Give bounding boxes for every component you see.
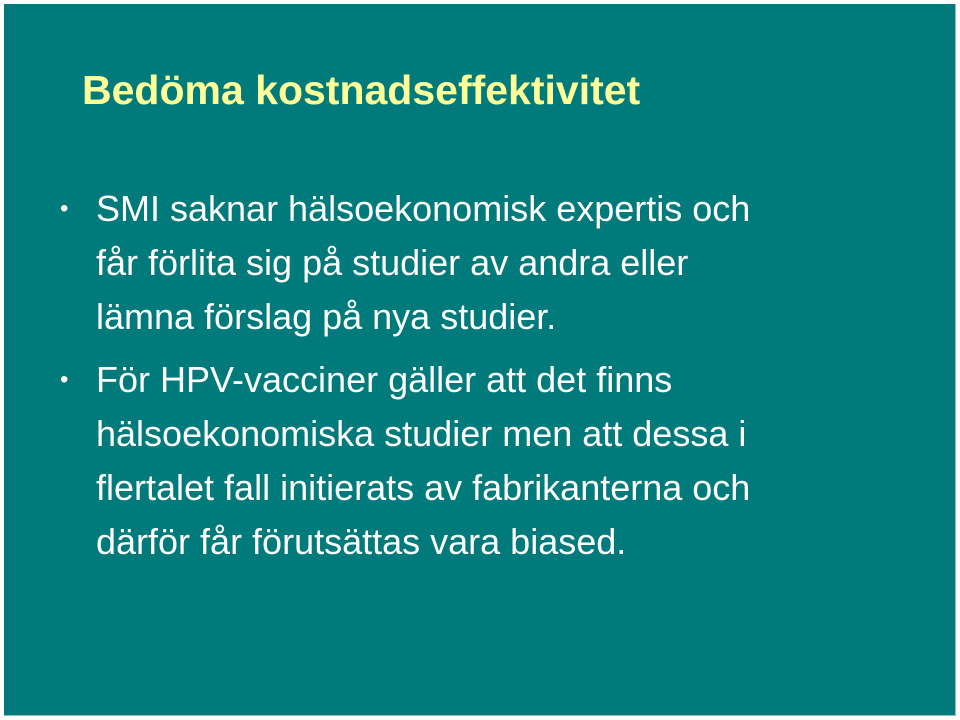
bullet-text [96,182,926,344]
bullet-text [96,353,926,569]
bullet-line: För HPV-vacciner gäller att det finns [96,359,673,400]
bullet-line: flertalet fall initierats av fabrikanterna och [96,467,751,508]
bullet-line: SMI saknar hälsoekonomisk expertis och [96,188,751,229]
slide [4,4,956,716]
bullet-line: lämna förslag på nya studier. [96,296,557,337]
bullet-icon: • [60,366,69,393]
slide-title: Bedöma kostnadseffektivitet [82,67,641,113]
bullet-line: därför får förutsättas vara biased. [96,521,627,562]
bullet-list [56,182,926,578]
bullet-item [56,353,926,569]
bullet-icon: • [60,195,69,222]
bullet-line: får förlita sig på studier av andra eller [96,242,689,283]
bullet-item [56,182,926,344]
bullet-line: hälsoekonomiska studier men att dessa i [96,413,747,454]
